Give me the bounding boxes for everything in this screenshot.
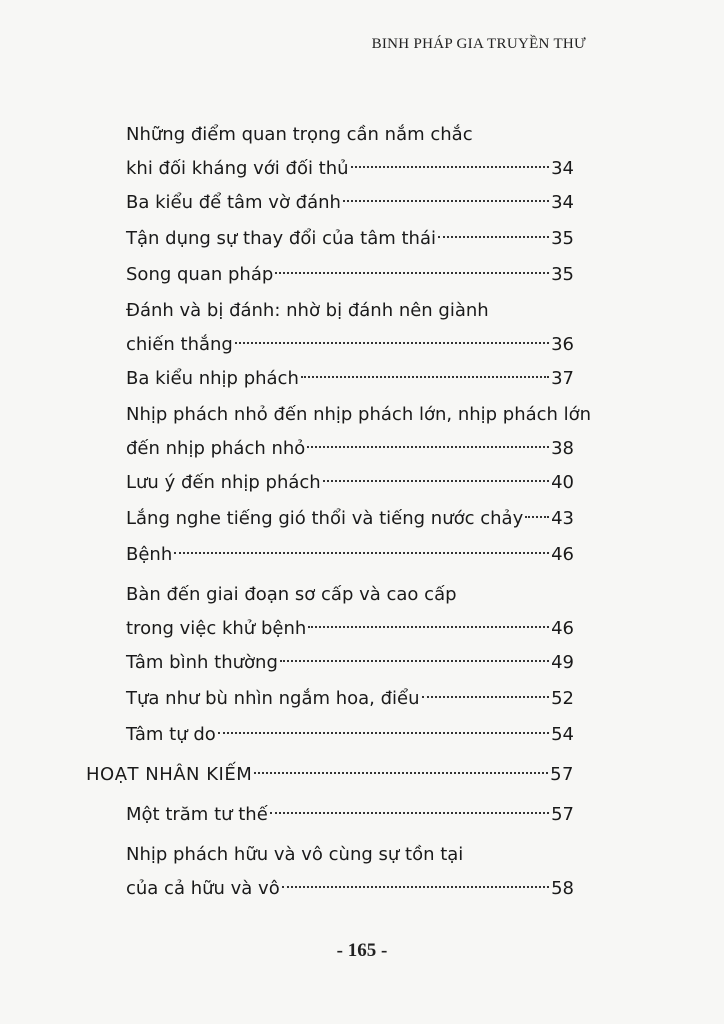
toc-entry [126,398,592,466]
toc-entry [126,798,574,832]
toc-entry-row [126,466,574,500]
toc-entry-title: chiến thắng [126,334,233,355]
toc-entry-title-line: Bàn đến giai đoạn sơ cấp và cao cấp [126,584,457,605]
dot-leader [218,732,549,734]
dot-leader [254,772,548,774]
toc-entry-row [126,798,574,832]
toc-entry [126,646,574,680]
toc-entry-page: 34 [551,158,574,179]
dot-leader [351,166,550,168]
toc-entry-title: Tâm tự do [126,724,216,745]
toc-entry-title: Tựa như bù nhìn ngắm hoa, điểu [126,688,420,709]
toc-entry-page: 38 [551,438,574,459]
toc-entry-title-line: Nhịp phách hữu và vô cùng sự tồn tại [126,844,464,865]
toc-entry-page: 52 [551,688,574,709]
toc-entry-page: 57 [550,764,574,785]
toc-entry-row [126,152,574,186]
toc-entry-row [126,222,574,256]
toc-entry-title: Lắng nghe tiếng gió thổi và tiếng nước chảy [126,508,524,529]
toc-entry-title-line: Nhịp phách nhỏ đến nhịp phách lớn, nhịp phách lớn [126,404,592,425]
toc-entry-title: Một trăm tư thế [126,804,268,825]
toc-entry-page: 34 [551,192,574,213]
toc-entry [126,838,574,906]
toc-entry-page: 54 [551,724,574,745]
toc-entry [126,362,574,396]
toc-entry [126,502,574,536]
toc-entry-title-line: Những điểm quan trọng cần nắm chắc [126,124,473,145]
toc-entry-row [126,258,574,292]
toc-entry-title: trong việc khử bệnh [126,618,307,639]
toc-entry [126,718,574,752]
toc-entry-page: 35 [551,228,574,249]
dot-leader [301,376,549,378]
toc-entry-title: Bệnh [126,544,173,565]
toc-entry-row [126,186,574,220]
toc-entry-row [126,362,574,396]
toc-entry [126,186,574,220]
toc-entry-page: 46 [551,618,574,639]
toc-entry-row [126,718,574,752]
toc-entry-page: 37 [551,368,574,389]
dot-leader [422,696,550,698]
toc-entry-title: của cả hữu và vô [126,878,280,899]
toc-entry-row [126,432,574,466]
toc-entry-page: 46 [551,544,574,565]
toc-entry-row [126,502,574,536]
toc-entry-page: 35 [551,264,574,285]
toc-entry-page: 36 [551,334,574,355]
dot-leader [525,516,549,518]
toc-entry-title: Tâm bình thường [126,652,278,673]
toc-entry-row [126,538,574,572]
toc-entry-title: Ba kiểu để tâm vờ đánh [126,192,341,213]
toc-entry [86,758,574,792]
toc-entry-page: 49 [551,652,574,673]
toc-entry [126,578,574,646]
toc-entry-row [86,758,574,792]
toc-entry-title: Ba kiểu nhịp phách [126,368,299,389]
dot-leader [343,200,549,202]
toc-entry-page: 43 [551,508,574,529]
toc-entry [126,538,574,572]
toc-entry-row [126,328,574,362]
toc-entry-row [126,682,574,716]
dot-leader [323,480,549,482]
toc-entry-title: đến nhịp phách nhỏ [126,438,306,459]
dot-leader [438,236,549,238]
toc-entry-title: HOẠT NHÂN KIẾM [86,764,253,785]
toc-entry-title: Song quan pháp [126,264,274,285]
toc-entry-title: Lưu ý đến nhịp phách [126,472,321,493]
dot-leader [275,272,549,274]
toc-entry-page: 40 [551,472,574,493]
toc-entry-page: 58 [551,878,574,899]
dot-leader [235,342,549,344]
toc-entry-title-line: Đánh và bị đánh: nhờ bị đánh nên giành [126,300,489,321]
toc-entry-row [126,646,574,680]
dot-leader [308,626,549,628]
toc-entry [126,118,574,186]
toc-entry [126,682,574,716]
toc-entry [126,258,574,292]
dot-leader [270,812,549,814]
toc-entry-page: 57 [551,804,574,825]
toc-entry [126,466,574,500]
running-header: BINH PHÁP GIA TRUYỀN THƯ [371,36,586,52]
page-number: - 165 - [336,940,388,961]
dot-leader [307,446,549,448]
toc-entry-row [126,612,574,646]
toc-entry-title: Tận dụng sự thay đổi của tâm thái [126,228,436,249]
dot-leader [280,660,549,662]
dot-leader [282,886,549,888]
toc-entry [126,222,574,256]
toc-entry [126,294,574,362]
dot-leader [174,552,549,554]
toc-entry-row [126,872,574,906]
toc-entry-title: khi đối kháng với đối thủ [126,158,349,179]
